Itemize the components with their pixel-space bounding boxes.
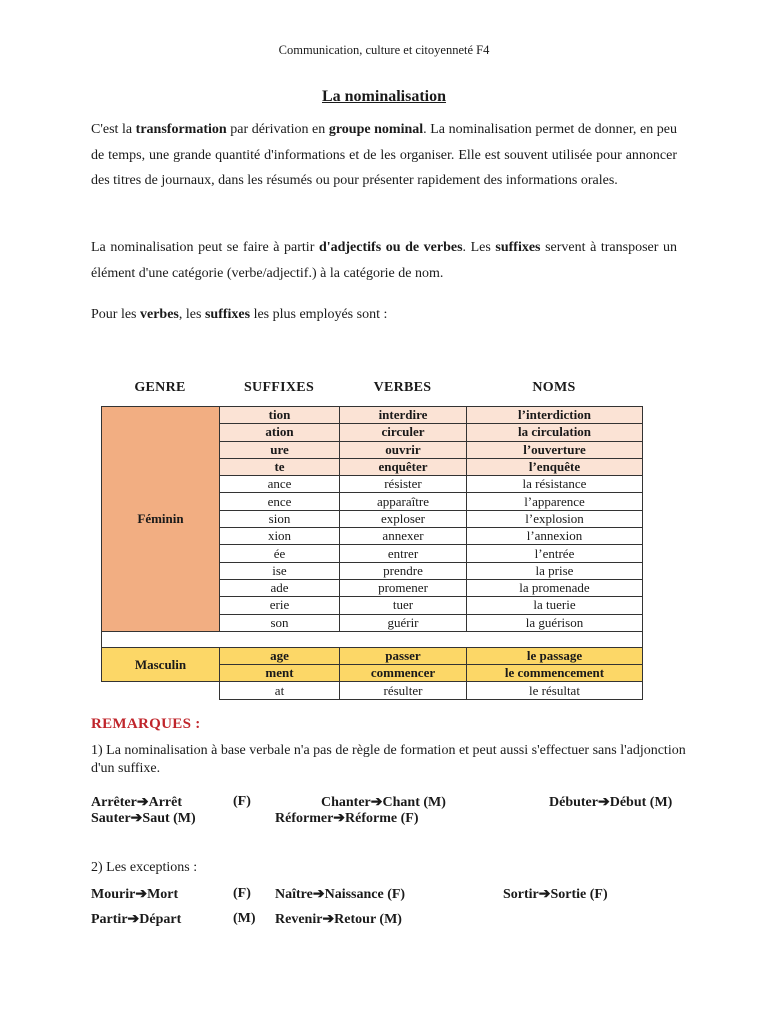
arrow-icon: ➔ bbox=[312, 887, 325, 902]
table-row bbox=[102, 407, 643, 424]
remarque-1-text: 1) La nominalisation à base verbale n'a pas de règle de formation et peut aussi s'effectuer sans l'adjonction d'un suffixe. bbox=[91, 743, 686, 776]
suffix-cell: ance bbox=[220, 476, 340, 493]
nominalisation-table bbox=[101, 406, 643, 700]
page-header: Communication, culture et citoyenneté F4 bbox=[278, 43, 490, 57]
verb-cell: résister bbox=[340, 476, 467, 493]
suffix-cell: te bbox=[220, 458, 340, 475]
verb-cell: ouvrir bbox=[340, 441, 467, 458]
noun-cell: l’ouverture bbox=[467, 441, 643, 458]
example-arreter-gender: (F) bbox=[233, 794, 251, 809]
suffix-cell: xion bbox=[220, 528, 340, 545]
verb-cell: promener bbox=[340, 579, 467, 596]
exception-partir-gender: (M) bbox=[233, 911, 256, 926]
exception-mourir: Mourir➔Mort bbox=[91, 887, 179, 902]
arrow-icon: ➔ bbox=[130, 811, 143, 826]
suffix-cell: ation bbox=[220, 424, 340, 441]
noun-cell: l’interdiction bbox=[467, 407, 643, 424]
noun-cell: la circulation bbox=[467, 424, 643, 441]
example-debuter: Débuter➔Début (M) bbox=[549, 795, 673, 810]
noun-cell: la tuerie bbox=[467, 597, 643, 614]
table-spacer-row bbox=[102, 631, 643, 647]
noun-cell: l’annexion bbox=[467, 528, 643, 545]
arrow-icon: ➔ bbox=[370, 795, 383, 810]
arrow-icon: ➔ bbox=[538, 887, 551, 902]
arrow-icon: ➔ bbox=[598, 795, 610, 810]
noun-cell: le commencement bbox=[467, 665, 643, 682]
arrow-icon: ➔ bbox=[127, 912, 140, 927]
suffix-cell: tion bbox=[220, 407, 340, 424]
verb-cell: enquêter bbox=[340, 458, 467, 475]
column-header-noms: NOMS bbox=[532, 380, 576, 395]
arrow-icon: ➔ bbox=[136, 795, 149, 810]
verb-cell: prendre bbox=[340, 562, 467, 579]
noun-cell: le passage bbox=[467, 647, 643, 664]
noun-cell: le résultat bbox=[467, 682, 643, 699]
verb-cell: résulter bbox=[340, 682, 467, 699]
verb-cell: circuler bbox=[340, 424, 467, 441]
suffix-cell: sion bbox=[220, 510, 340, 527]
page-title: La nominalisation bbox=[321, 88, 447, 105]
column-header-genre: GENRE bbox=[134, 380, 186, 395]
table-row bbox=[102, 647, 643, 664]
suffix-cell: at bbox=[220, 682, 340, 699]
exception-revenir: Revenir➔Retour (M) bbox=[275, 912, 402, 927]
suffix-cell: son bbox=[220, 614, 340, 631]
verb-cell: commencer bbox=[340, 665, 467, 682]
column-header-suffixes: SUFFIXES bbox=[243, 380, 315, 395]
verb-cell: annexer bbox=[340, 528, 467, 545]
arrow-icon: ➔ bbox=[135, 887, 148, 902]
arrow-icon: ➔ bbox=[333, 811, 346, 826]
genre-feminin: Féminin bbox=[102, 407, 220, 632]
noun-cell: la prise bbox=[467, 562, 643, 579]
intro-paragraph-3: Pour les verbes, les suffixes les plus employés sont : bbox=[91, 307, 388, 322]
suffix-cell: ade bbox=[220, 579, 340, 596]
remarques-heading: REMARQUES : bbox=[91, 716, 201, 732]
noun-cell: l’apparence bbox=[467, 493, 643, 510]
verb-cell: apparaître bbox=[340, 493, 467, 510]
exception-naitre: Naître➔Naissance (F) bbox=[275, 887, 406, 902]
verb-cell: entrer bbox=[340, 545, 467, 562]
noun-cell: l’entrée bbox=[467, 545, 643, 562]
verb-cell: passer bbox=[340, 647, 467, 664]
suffix-cell: ée bbox=[220, 545, 340, 562]
noun-cell: l’enquête bbox=[467, 458, 643, 475]
noun-cell: la guérison bbox=[467, 614, 643, 631]
verb-cell: exploser bbox=[340, 510, 467, 527]
verb-cell: tuer bbox=[340, 597, 467, 614]
arrow-icon: ➔ bbox=[322, 912, 335, 927]
exception-sortir: Sortir➔Sortie (F) bbox=[503, 887, 608, 902]
verb-cell: guérir bbox=[340, 614, 467, 631]
exception-mourir-gender: (F) bbox=[233, 886, 251, 901]
suffix-cell: ence bbox=[220, 493, 340, 510]
example-reformer: Réformer➔Réforme (F) bbox=[275, 811, 419, 826]
verb-cell: interdire bbox=[340, 407, 467, 424]
exception-partir: Partir➔Départ bbox=[91, 912, 182, 927]
suffix-cell: ure bbox=[220, 441, 340, 458]
intro-paragraph-2: La nominalisation peut se faire à partir d'adjectifs ou de verbes. Les suffixes servent à transposer un élément d'une catégorie (verbe/adjectif.) à la catégorie de nom. bbox=[91, 240, 677, 281]
remarque-2-text: 2) Les exceptions : bbox=[91, 860, 198, 875]
suffix-cell: erie bbox=[220, 597, 340, 614]
noun-cell: la promenade bbox=[467, 579, 643, 596]
noun-cell: la résistance bbox=[467, 476, 643, 493]
example-sauter: Sauter➔Saut (M) bbox=[91, 811, 196, 826]
genre-masculin: Masculin bbox=[102, 647, 220, 682]
noun-cell: l’explosion bbox=[467, 510, 643, 527]
example-chanter: Chanter➔Chant (M) bbox=[321, 795, 446, 810]
column-header-verbes: VERBES bbox=[373, 380, 432, 395]
table-row bbox=[102, 682, 643, 699]
suffix-cell: ment bbox=[220, 665, 340, 682]
example-arreter: Arrêter➔Arrêt bbox=[91, 795, 182, 810]
intro-paragraph-1: C'est la transformation par dérivation en groupe nominal. La nominalisation permet de donner, en peu de temps, une grande quantité d'informations et de les organiser. Elle est souvent utilisée pour annoncer des titres de journaux, dans les résumés ou pour présenter rapidement des informations orales. bbox=[91, 122, 678, 188]
suffix-cell: ise bbox=[220, 562, 340, 579]
suffix-cell: age bbox=[220, 647, 340, 664]
